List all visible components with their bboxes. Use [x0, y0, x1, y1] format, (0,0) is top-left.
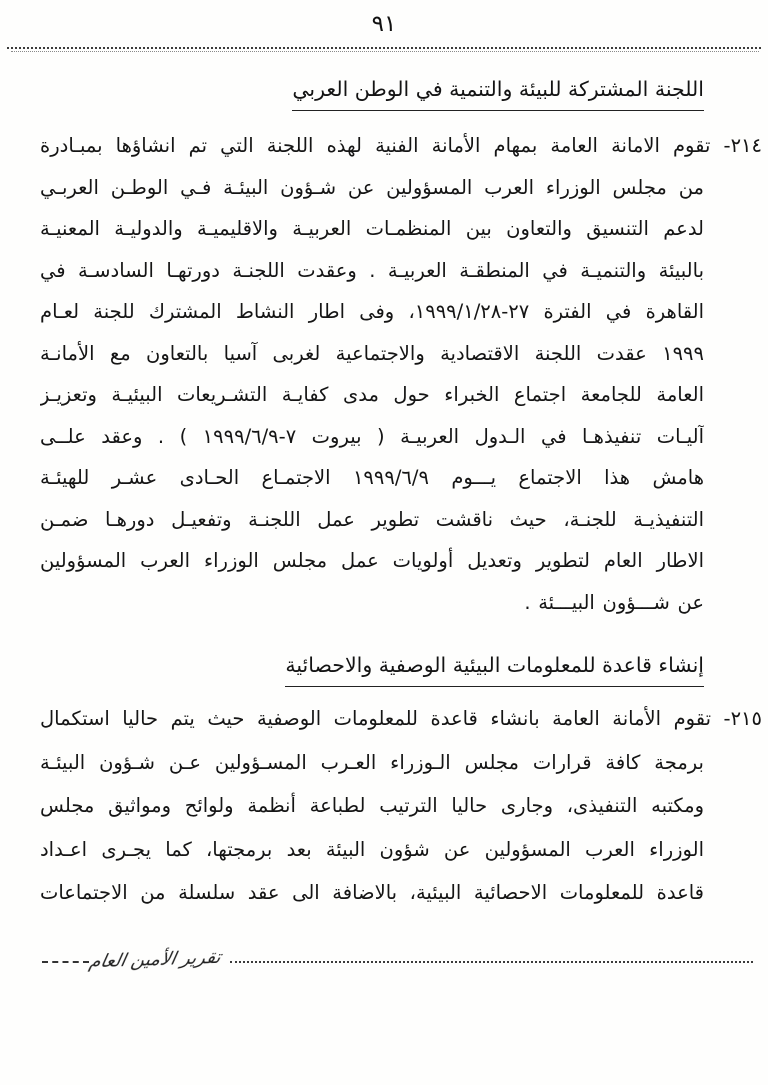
- paragraph-line: من مجلس الوزراء العرب المسؤولين عن شـؤون البيئـة فـي الوطـن العربـي: [40, 175, 704, 199]
- header-dotted-rule-shadow: [11, 51, 759, 52]
- paragraph-line: لدعم التنسيق والتعاون بين المنظمـات العربيـة والاقليميـة والدوليـة المعنيـة: [40, 217, 704, 240]
- paragraph-line: آليـات تنفيذهـا في الـدول العربيـة ( بيروت ٧-١٩٩٩/٦/٩ ) . وعقد علــى: [40, 424, 704, 448]
- section-heading-joint-committee: [30, 74, 704, 111]
- footer-signature: تقرير الأمين العام: [87, 946, 223, 973]
- paragraph-215: [40, 697, 762, 915]
- paragraph-214: [40, 125, 762, 623]
- paragraph-line: ٢١٥- تقوم الأمانة العامة بانشاء قاعدة للمعلومات الوصفية حيث يتم حاليا استكمال: [40, 707, 762, 730]
- section-heading-database: [30, 650, 704, 687]
- paragraph-line: العامة للجامعة اجتماع الخبراء حول مدى كفايـة التشـريعات البيئيـة وتعزيـز: [40, 383, 704, 406]
- paragraph-line: برمجة كافة قرارات مجلس الـوزراء العـرب المسـؤولين عـن شـؤون البيئـة: [40, 750, 704, 774]
- paragraph-line: عن شـــؤون البيـــئة .: [524, 590, 704, 614]
- paragraph-line: القاهرة في الفترة ٢٧-١٩٩٩/١/٢٨، وفى اطار النشاط المشترك للجنة لعـام: [40, 300, 704, 323]
- paragraph-line: قاعدة للمعلومات الاحصائية البيئية، بالاضافة الى عقد سلسلة من الاجتماعات: [40, 881, 704, 904]
- paragraph-line: الاطار العام لتطوير وتعديل أولويات عمل مجلس الوزراء العرب المسؤولين: [40, 549, 704, 572]
- paragraph-line: التنفيذيـة للجنـة، حيث ناقشت تطوير عمل اللجنـة وتفعيـل دورهـا ضمـن: [40, 507, 704, 531]
- footer-dash-rule: [42, 961, 89, 963]
- section-heading-text: إنشاء قاعدة للمعلومات البيئية الوصفية والاحصائية: [285, 650, 704, 687]
- header-dotted-rule: [7, 47, 761, 49]
- paragraph-line: الوزراء العرب المسؤولين عن شؤون البيئة بعد برمجتها، كما يجـرى اعـداد: [40, 837, 704, 861]
- paragraph-line: ٢١٤- تقوم الامانة العامة بمهام الأمانة الفنية لهذه اللجنة التي تم انشاؤها بمبـادرة: [40, 134, 762, 157]
- page-number: ٩١: [371, 11, 397, 37]
- footer-dotted-rule: [230, 961, 753, 963]
- paragraph-line: هامش هذا الاجتماع يـــوم ١٩٩٩/٦/٩ الاجتمـاع الحـادى عشـر للهيئـة: [40, 466, 704, 489]
- section-heading-text: اللجنة المشتركة للبيئة والتنمية في الوطن العربي: [292, 74, 704, 111]
- paragraph-line: ١٩٩٩ عقدت اللجنة الاقتصادية والاجتماعية لغربى آسيا بالتعاون مع الأمانـة: [40, 341, 704, 365]
- paragraph-line: بالبيئة والتنميـة في المنطقـة العربيـة . وعقدت اللجنـة دورتهـا السادسـة في: [40, 258, 704, 282]
- paragraph-line: ومكتبه التنفيذى، وجارى حاليا الترتيب لطباعة أنظمة ولوائح ومواثيق مجلس: [40, 794, 704, 817]
